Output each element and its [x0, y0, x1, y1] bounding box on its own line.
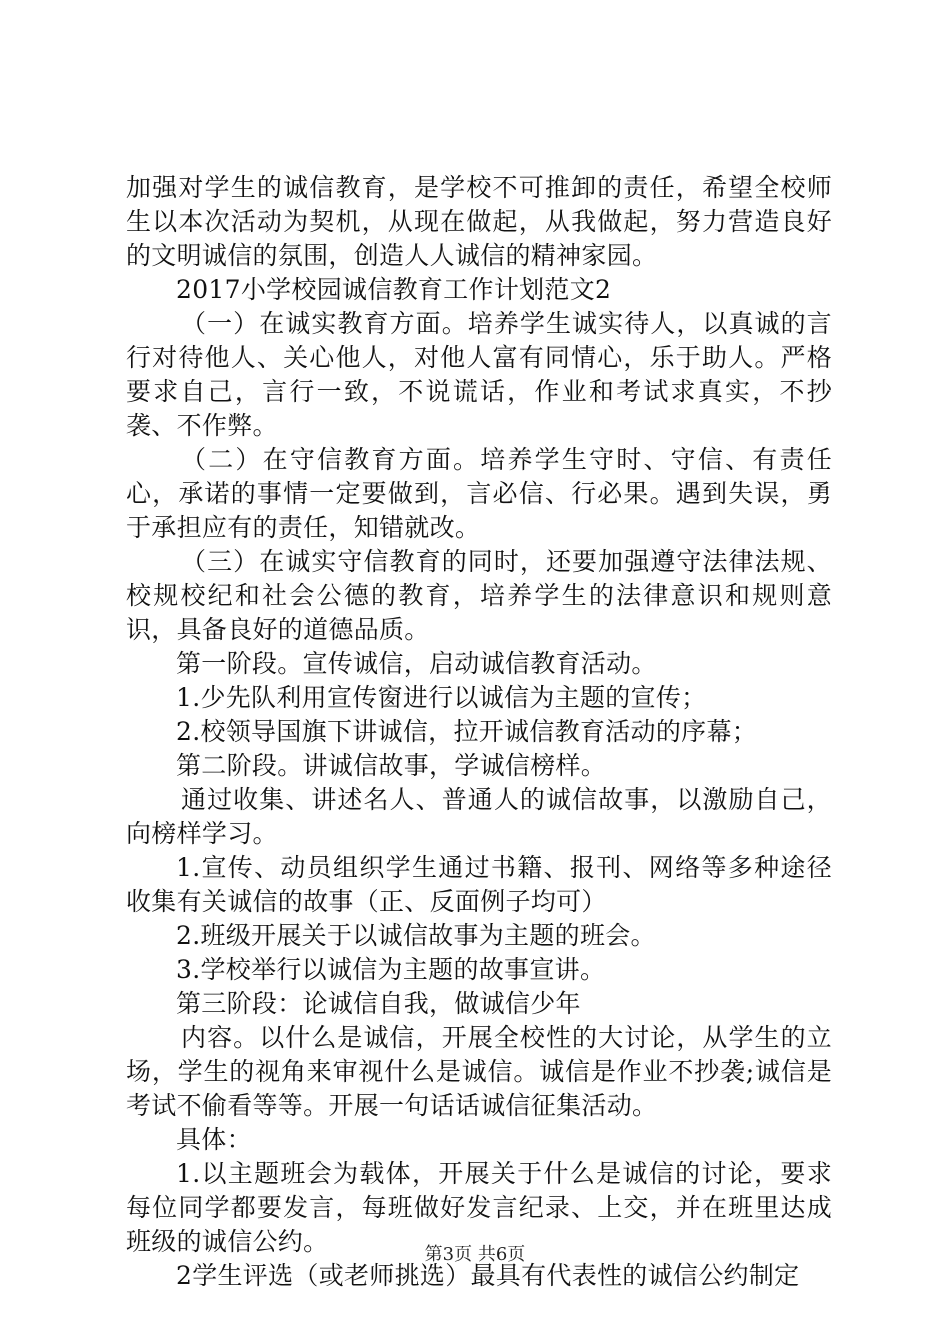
stage-three-item-2: 2学生评选（或老师挑选）最具有代表性的诚信公约制定	[176, 1261, 800, 1290]
stage-two-item-2: 2.班级开展关于以诚信故事为主题的班会。	[176, 921, 656, 950]
stage-two-item-3: 3.学校举行以诚信为主题的故事宣讲。	[176, 955, 606, 984]
stage-one-heading: 第一阶段。宣传诚信，启动诚信教育活动。	[176, 649, 657, 678]
paragraph-law: （三）在诚实守信教育的同时，还要加强遵守法律法规、校规校纪和社会公德的教育，培养学生的法律意识和规则意识，具备良好的道德品质。	[126, 547, 832, 644]
paragraph-intro: 加强对学生的诚信教育，是学校不可推卸的责任，希望全校师生以本次活动为契机，从现在做起，从我做起，努力营造良好的文明诚信的氛围，创造人人诚信的精神家园。	[126, 173, 832, 270]
stage-one-item-2: 2.校领导国旗下讲诚信，拉开诚信教育活动的序幕；	[176, 717, 758, 746]
page-number-footer: 第3页 共6页	[424, 1244, 526, 1265]
stage-three-heading: 第三阶段：论诚信自我，做诚信少年	[176, 989, 581, 1018]
stage-three-details-label: 具体：	[176, 1125, 252, 1154]
document-body	[126, 171, 832, 1293]
stage-one-item-1: 1.少先队利用宣传窗进行以诚信为主题的宣传；	[176, 683, 707, 712]
stage-three-item-1: 1.以主题班会为载体，开展关于什么是诚信的讨论，要求每位同学都要发言，每班做好发言纪录、上交，并在班里达成班级的诚信公约。	[126, 1159, 832, 1256]
section-title: 2017小学校园诚信教育工作计划范文2	[176, 275, 612, 304]
stage-two-heading: 第二阶段。讲诚信故事，学诚信榜样。	[176, 751, 607, 780]
paragraph-trust: （二）在守信教育方面。培养学生守时、守信、有责任心，承诺的事情一定要做到，言必信、行必果。遇到失误，勇于承担应有的责任，知错就改。	[126, 445, 832, 542]
stage-three-content: 内容。以什么是诚信，开展全校性的大讨论，从学生的立场，学生的视角来审视什么是诚信。诚信是作业不抄袭;诚信是考试不偷看等等。开展一句话话诚信征集活动。	[126, 1023, 832, 1120]
paragraph-honesty: （一）在诚实教育方面。培养学生诚实待人，以真诚的言行对待他人、关心他人，对他人富有同情心，乐于助人。严格要求自己，言行一致，不说谎话，作业和考试求真实，不抄袭、不作弊。	[126, 309, 832, 440]
stage-two-item-1: 1.宣传、动员组织学生通过书籍、报刊、网络等多种途径收集有关诚信的故事（正、反面例子均可）	[126, 853, 832, 916]
stage-two-intro: 通过收集、讲述名人、普通人的诚信故事，以激励自己，向榜样学习。	[126, 785, 832, 848]
